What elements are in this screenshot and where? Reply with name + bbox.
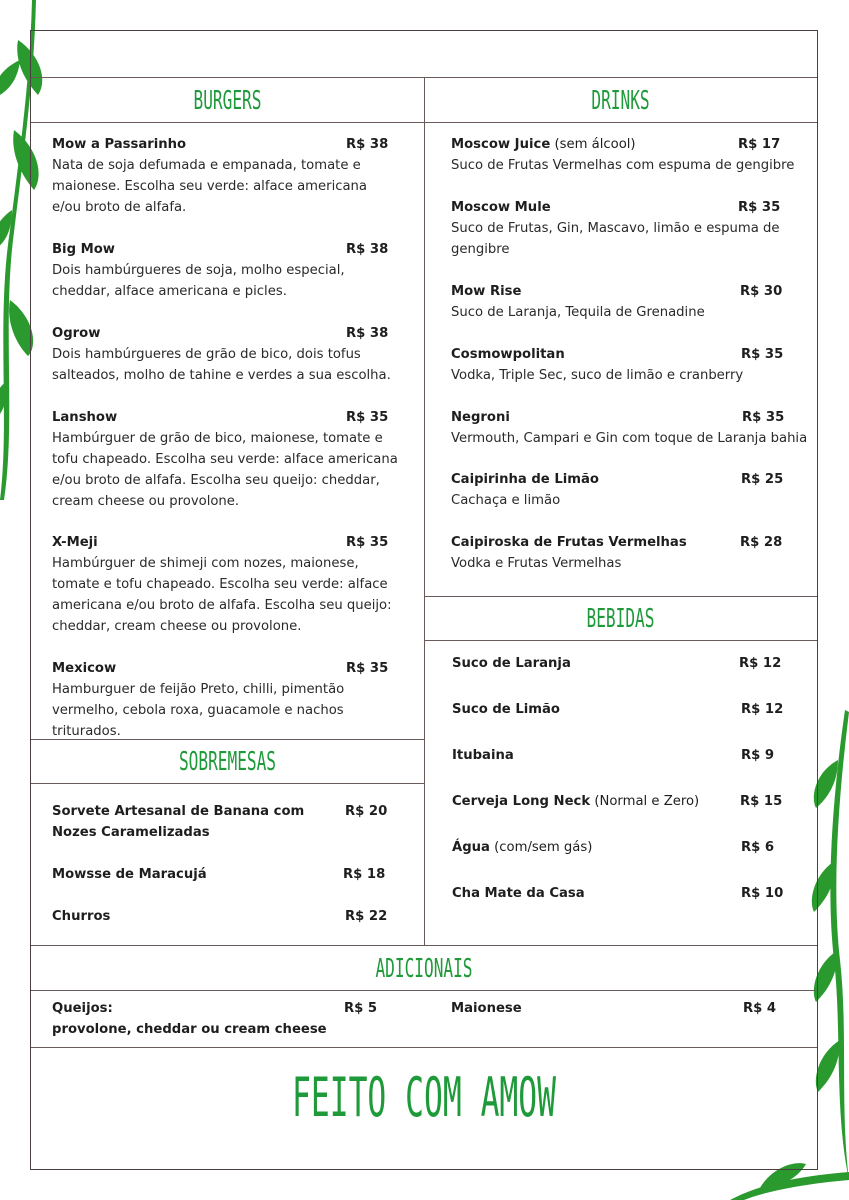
item-name: X-Meji (52, 535, 98, 550)
item-description: Suco de Frutas Vermelhas com espuma de gengibre (451, 158, 795, 173)
item-price: R$ 35 (346, 535, 389, 550)
item-name: Itubaina (452, 748, 514, 763)
menu-item (452, 699, 732, 720)
item-note: (com/sem gás) (494, 840, 593, 855)
item-name: Suco de Laranja (452, 656, 571, 671)
item-name: Caipirinha de Limão (451, 472, 599, 487)
item-name: Cosmowpolitan (451, 347, 565, 362)
menu-item (452, 653, 732, 674)
item-price: R$ 17 (738, 137, 781, 152)
menu-item (452, 837, 732, 858)
item-price: R$ 15 (740, 794, 783, 809)
section-title-drinks: DRINKS (591, 86, 650, 116)
item-description: Dois hambúrgueres de grão de bico, dois tofus salteados, molho de tahine e verdes a sua escolha. (52, 347, 391, 383)
item-price: R$ 35 (741, 347, 784, 362)
menu-item (452, 883, 732, 904)
item-description: Nata de soja defumada e empanada, tomate e maionese. Escolha seu verde: alface americana e/ou broto de alfafa. (52, 158, 367, 215)
menu-item (451, 998, 701, 1019)
menu-item (52, 801, 332, 843)
item-name: Mow a Passarinho (52, 137, 187, 152)
item-description: Vodka, Triple Sec, suco de limão e cranberry (451, 368, 744, 383)
item-name: Caipiroska de Frutas Vermelhas (451, 535, 687, 550)
menu-item (451, 197, 781, 260)
item-name: Suco de Limão (452, 702, 560, 717)
section-title-sobremesas: SOBREMESAS (178, 747, 277, 777)
item-name: Moscow Juice (451, 137, 551, 152)
item-price: R$ 10 (741, 886, 784, 901)
item-name: Mowsse de Maracujá (52, 867, 207, 882)
item-name: Mexicow (52, 661, 117, 676)
divider (424, 596, 817, 597)
item-price: R$ 22 (345, 909, 388, 924)
item-name: Maionese (451, 1001, 522, 1016)
item-name: Moscow Mule (451, 200, 551, 215)
item-name: Churros (52, 909, 111, 924)
item-price: R$ 35 (742, 410, 785, 425)
divider (31, 783, 424, 784)
item-price: R$ 28 (740, 535, 783, 550)
item-price: R$ 12 (741, 702, 784, 717)
divider (31, 945, 817, 946)
divider (424, 640, 817, 641)
item-name: Ogrow (52, 326, 101, 341)
section-title-burgers: BURGERS (193, 86, 262, 116)
menu-item (52, 134, 392, 218)
item-price: R$ 38 (346, 242, 389, 257)
item-name: Negroni (451, 410, 510, 425)
item-price: R$ 9 (741, 748, 775, 763)
item-price: R$ 35 (738, 200, 781, 215)
item-price: R$ 5 (344, 1001, 378, 1016)
item-price: R$ 35 (346, 661, 389, 676)
item-note: (Normal e Zero) (594, 794, 700, 809)
item-name: Sorvete Artesanal de Banana com Nozes Caramelizadas (52, 804, 305, 840)
section-title-bebidas: BEBIDAS (586, 604, 655, 634)
item-price: R$ 20 (345, 804, 388, 819)
menu-item (52, 323, 392, 386)
item-description: Suco de Frutas, Gin, Mascavo, limão e espuma de gengibre (451, 221, 780, 257)
item-description: Hamburguer de feijão Preto, chilli, pimentão vermelho, cebola roxa, guacamole e nachos triturados. (52, 682, 345, 739)
menu-item (452, 791, 737, 812)
item-note: (sem álcool) (554, 137, 636, 152)
menu-item (52, 864, 332, 885)
item-price: R$ 38 (346, 326, 389, 341)
item-name: Água (452, 840, 490, 855)
item-description: Hambúrguer de shimeji com nozes, maionese, tomate e tofu chapeado. Escolha seu verde: alface americana e/ou broto de alfafa. Escolha seu queijo: cheddar, cream cheese ou provolone. (52, 556, 392, 634)
item-description: Vodka e Frutas Vermelhas (451, 556, 622, 571)
section-title-adicionais: ADICIONAIS (375, 954, 473, 984)
item-description: Hambúrguer de grão de bico, maionese, tomate e tofu chapeado. Escolha seu verde: alface americana e/ou broto de alfafa. Escolha seu queijo: cheddar, cream cheese ou provolone. (52, 431, 398, 509)
item-description: Dois hambúrgueres de soja, molho especial, cheddar, alface americana e picles. (52, 263, 345, 299)
item-name: Mow Rise (451, 284, 522, 299)
item-name: Queijos: (52, 1001, 113, 1016)
menu-item (52, 906, 332, 927)
item-price: R$ 30 (740, 284, 783, 299)
divider (31, 990, 817, 991)
item-price: R$ 35 (346, 410, 389, 425)
item-price: R$ 4 (743, 1001, 777, 1016)
item-name: Cha Mate da Casa (452, 886, 585, 901)
item-price: R$ 12 (739, 656, 782, 671)
item-name: Big Mow (52, 242, 115, 257)
item-description: Cachaça e limão (451, 493, 561, 508)
item-name: Lanshow (52, 410, 118, 425)
footer-slogan: FEITO COM AMOW (292, 1066, 556, 1129)
menu-item (52, 998, 352, 1040)
item-price: R$ 38 (346, 137, 389, 152)
divider (31, 1047, 817, 1048)
column-divider (424, 77, 425, 945)
item-description: Suco de Laranja, Tequila de Grenadine (451, 305, 705, 320)
item-price: R$ 25 (741, 472, 784, 487)
item-price: R$ 6 (741, 840, 775, 855)
menu-item (52, 239, 392, 302)
menu-item (452, 745, 732, 766)
item-name: Cerveja Long Neck (452, 794, 591, 809)
item-description: Vermouth, Campari e Gin com toque de Laranja bahia (451, 431, 808, 446)
item-price: R$ 18 (343, 867, 386, 882)
item-options: provolone, cheddar ou cream cheese (52, 1022, 327, 1037)
